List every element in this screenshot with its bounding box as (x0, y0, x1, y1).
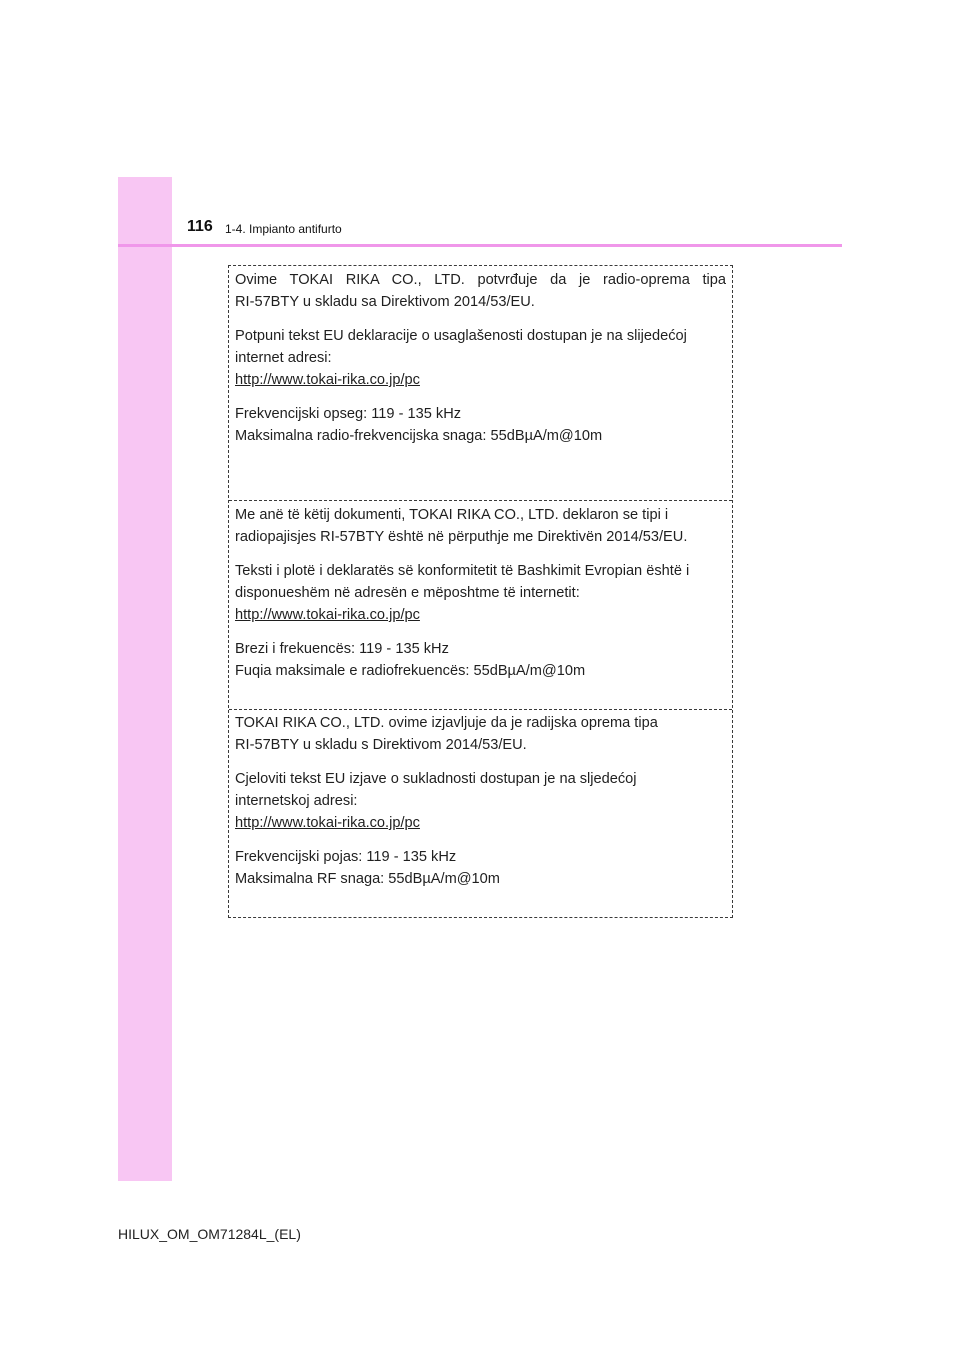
declaration-section-croatian (229, 712, 732, 890)
frequency-range: Frekvencijski opseg: 119 - 135 kHz (235, 406, 462, 422)
header-rule (118, 244, 842, 247)
max-power: Maksimalna radio-frekvencijska snaga: 55dBµA/m@10m (235, 428, 603, 444)
max-power: Maksimalna RF snaga: 55dBµA/m@10m (235, 871, 500, 887)
section-title: 1-4. Impianto antifurto (225, 222, 342, 236)
availability-line-2: disponueshëm në adresën e mëposhtme të internetit: (235, 585, 580, 601)
availability-line-1: Teksti i plotë i deklaratës së konformitetit të Bashkimit Evropian është i (235, 563, 690, 579)
max-power: Fuqia maksimale e radiofrekuencës: 55dBµA/m@10m (235, 663, 586, 679)
statement-line-2: RI-57BTY u skladu sa Direktivom 2014/53/EU. (235, 294, 535, 310)
declaration-url-link[interactable]: http://www.tokai-rika.co.jp/pc (235, 607, 420, 623)
section-divider (229, 500, 732, 501)
declaration-section-albanian (229, 504, 732, 682)
availability-line-2: internetskoj adresi: (235, 793, 358, 809)
declaration-url-link[interactable]: http://www.tokai-rika.co.jp/pc (235, 372, 420, 388)
availability-line-1: Potpuni tekst EU deklaracije o usaglašenosti dostupan je na slijedećoj (235, 328, 687, 344)
statement-line-2: RI-57BTY u skladu s Direktivom 2014/53/EU. (235, 737, 527, 753)
declaration-section-bosnian (229, 269, 732, 447)
frequency-range: Brezi i frekuencës: 119 - 135 kHz (235, 641, 449, 657)
section-divider (229, 709, 732, 710)
statement-line-2: radiopajisjes RI-57BTY është në përputhje me Direktivën 2014/53/EU. (235, 529, 688, 545)
declaration-url-link[interactable]: http://www.tokai-rika.co.jp/pc (235, 815, 420, 831)
statement-line-1: Me anë të këtij dokumenti, TOKAI RIKA CO., LTD. deklaron se tipi i (235, 507, 669, 523)
availability-line-1: Cjeloviti tekst EU izjave o sukladnosti dostupan je na sljedećoj (235, 771, 637, 787)
document-code: HILUX_OM_OM71284L_(EL) (118, 1226, 301, 1242)
frequency-range: Frekvencijski pojas: 119 - 135 kHz (235, 849, 457, 865)
declaration-box (228, 265, 733, 918)
statement-line-1: TOKAI RIKA CO., LTD. ovime izjavljuje da je radijska oprema tipa (235, 715, 658, 731)
page-number: 116 (187, 218, 213, 235)
statement-line-1: Ovime TOKAI RIKA CO., LTD. potvrđuje da je radio-oprema tipa (235, 272, 726, 288)
side-tab-bar (118, 177, 172, 1181)
availability-line-2: internet adresi: (235, 350, 332, 366)
